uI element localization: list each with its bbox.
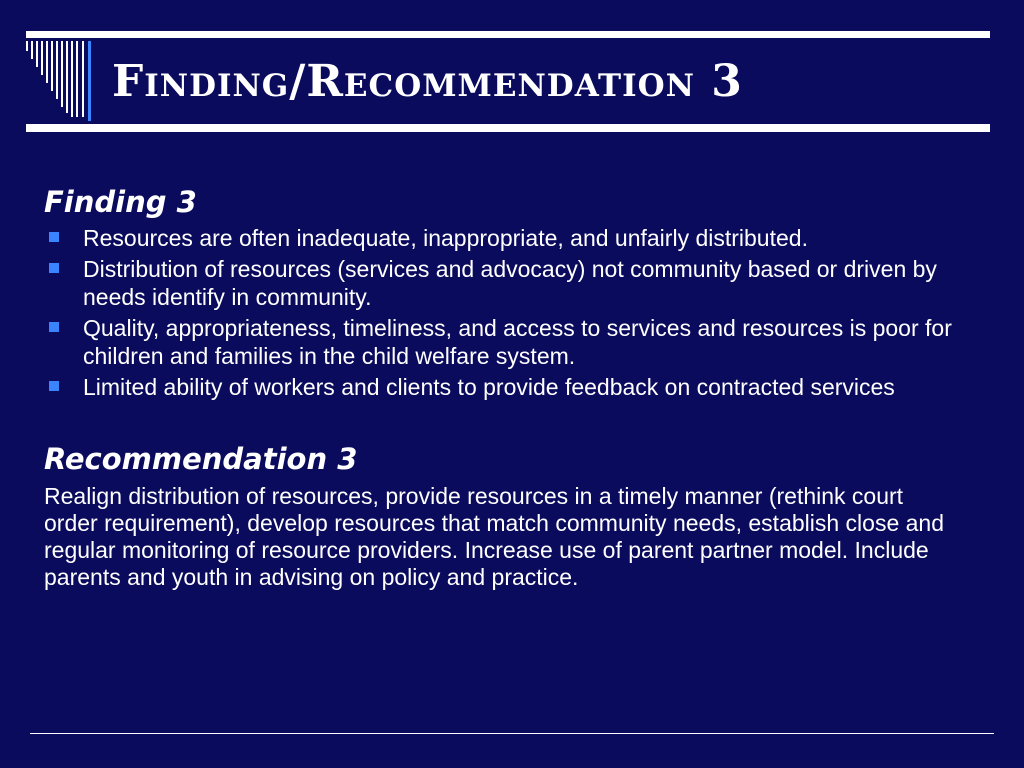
square-bullet-icon — [49, 322, 59, 332]
finding-bullet-text: Limited ability of workers and clients to provide feedback on contracted services — [83, 374, 895, 400]
slide-title: Finding/Recommendation 3 — [112, 56, 743, 107]
bottom-divider — [30, 733, 994, 734]
finding-bullet-text: Quality, appropriateness, timeliness, and access to services and resources is poor for children and families in the child welfare system. — [83, 315, 952, 369]
recommendation-heading: Recommendation 3 — [44, 442, 358, 476]
slide-content — [44, 180, 984, 591]
square-bullet-icon — [49, 232, 59, 242]
finding-bullet-text: Resources are often inadequate, inappropriate, and unfairly distributed. — [83, 225, 808, 251]
finding-bullet-text: Distribution of resources (services and advocacy) not community based or driven by needs identify in community. — [83, 256, 937, 310]
finding-bullet — [44, 314, 984, 370]
title-divider — [26, 124, 990, 132]
finding-bullet — [44, 224, 984, 252]
top-divider — [26, 31, 990, 38]
decorative-stripes — [26, 41, 98, 121]
square-bullet-icon — [49, 263, 59, 273]
recommendation-text: Realign distribution of resources, provide resources in a timely manner (rethink court order requirement), develop resources that match community needs, establish close and regular monitoring of resource providers. Increase use of parent partner model. Include parents and youth in advising on policy and practice. — [44, 483, 945, 590]
finding-bullet-list — [44, 224, 984, 401]
finding-heading: Finding 3 — [44, 185, 197, 219]
finding-bullet — [44, 373, 984, 401]
square-bullet-icon — [49, 381, 59, 391]
finding-bullet — [44, 255, 984, 311]
